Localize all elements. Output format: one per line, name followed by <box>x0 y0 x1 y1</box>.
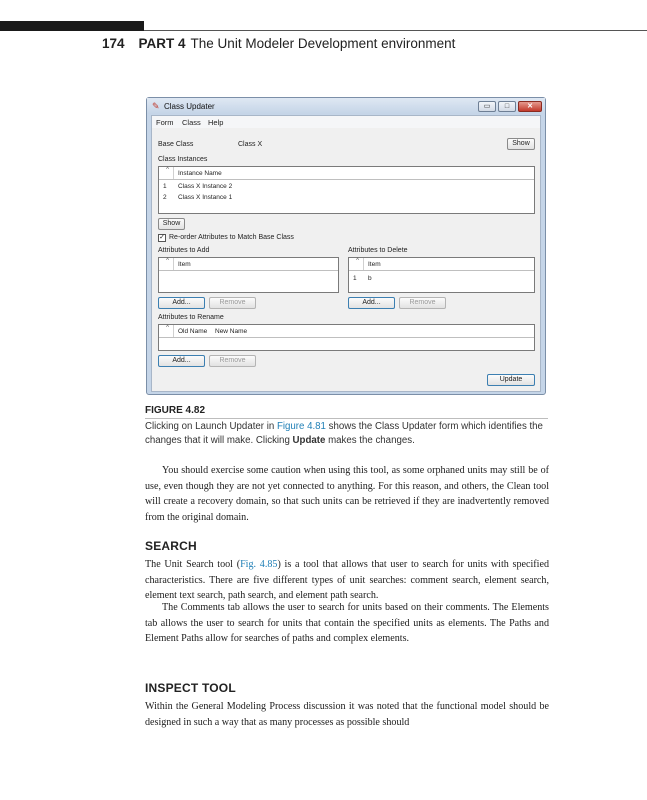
paragraph: You should exercise some caution when using this tool, as some orphaned units may still be of use, even though they are not yet connected to anything. For this reason, and others, the Clean tool will create a recovery domain, so that such units can be retrieved if they are inadvertently removed from the original domain. <box>145 465 549 523</box>
attributes-delete-label: Attributes to Delete <box>348 247 408 254</box>
show-instances-button[interactable]: Show <box>158 218 185 230</box>
reorder-checkbox[interactable]: ✓ <box>159 234 165 241</box>
close-button[interactable]: ✕ <box>518 101 542 112</box>
reorder-label: Re-order Attributes to Match Base Class <box>169 234 294 241</box>
paragraph: The Comments tab allows the user to search for units based on their comments. The Elements tab allows the user to search for units that contain the specified units as elements. The Paths and Element Paths allow for searches of paths and complex elements. <box>145 602 549 644</box>
paragraph-text: The Unit Search tool ( <box>145 559 241 570</box>
column-instance-name[interactable]: Instance Name <box>178 170 222 177</box>
sort-icon: ^ <box>162 325 174 337</box>
part-label: PART 4 <box>138 36 186 51</box>
base-class-label: Base Class <box>158 141 194 148</box>
add-attribute-button[interactable]: Add... <box>158 297 205 309</box>
remove-rename-button[interactable]: Remove <box>209 355 256 367</box>
delete-item-cell[interactable]: b <box>368 275 372 282</box>
menu-form[interactable]: Form <box>156 118 174 127</box>
column-item[interactable]: Item <box>178 261 191 268</box>
add-delete-attribute-button[interactable]: Add... <box>348 297 395 309</box>
caption-bold: Update <box>292 435 326 446</box>
caption-text: makes the changes. <box>325 435 415 446</box>
instance-cell[interactable]: Class X Instance 1 <box>178 194 233 201</box>
paragraph: Within the General Modeling Process discussion it was noted that the functional model should be designed in such a way that as many processes as possible should <box>145 701 549 728</box>
remove-delete-attribute-button[interactable]: Remove <box>399 297 446 309</box>
column-item[interactable]: Item <box>368 261 381 268</box>
figure-link[interactable]: Fig. 4.85 <box>240 559 278 570</box>
figure-caption <box>145 420 550 448</box>
grid-header <box>159 167 534 180</box>
title-bar <box>147 98 545 114</box>
class-instances-grid[interactable] <box>158 166 535 214</box>
menu-help[interactable]: Help <box>208 118 224 127</box>
sort-icon: ^ <box>352 258 364 270</box>
paragraph <box>145 557 549 604</box>
section-heading-inspect-tool: INSPECT TOOL <box>145 681 236 695</box>
add-rename-button[interactable]: Add... <box>158 355 205 367</box>
remove-attribute-button[interactable]: Remove <box>209 297 256 309</box>
update-button[interactable]: Update <box>487 374 535 386</box>
menu-bar <box>152 116 540 128</box>
grid-header <box>159 258 338 271</box>
column-old-name[interactable]: Old Name <box>178 328 208 335</box>
minimize-button[interactable]: ▭ <box>478 101 496 112</box>
show-base-class-button[interactable]: Show <box>507 138 535 150</box>
header-bar <box>0 21 144 31</box>
instance-cell[interactable]: Class X Instance 2 <box>178 183 233 190</box>
attributes-add-label: Attributes to Add <box>158 247 210 254</box>
form-body <box>151 115 541 392</box>
class-instances-label: Class Instances <box>158 156 208 163</box>
column-new-name[interactable]: New Name <box>215 328 248 335</box>
row-number: 2 <box>163 194 167 201</box>
class-updater-window <box>146 97 546 395</box>
attributes-delete-grid[interactable] <box>348 257 535 293</box>
paragraph-text: ) is a tool that allows that user to search for units with specified characteristics. There are five different types of unit searches: comment search, element search, element text search, path search, and element path search. <box>145 559 549 601</box>
window-title: Class Updater <box>164 102 215 111</box>
attributes-add-grid[interactable] <box>158 257 339 293</box>
caption-text: shows the Class Updater form which identifies the changes that it will make. Clicking <box>145 421 543 446</box>
running-header <box>102 36 455 51</box>
page-number: 174 <box>102 36 125 51</box>
base-class-value: Class X <box>238 141 263 148</box>
section-heading-search: SEARCH <box>145 539 197 553</box>
attributes-rename-label: Attributes to Rename <box>158 314 224 321</box>
sort-icon: ^ <box>162 258 174 270</box>
part-title: The Unit Modeler Development environment <box>190 36 456 51</box>
figure-label: FIGURE 4.82 <box>145 405 206 416</box>
app-icon: ✎ <box>152 101 160 111</box>
grid-header <box>159 325 534 338</box>
figure-rule <box>145 418 548 419</box>
menu-class[interactable]: Class <box>182 118 201 127</box>
caption-text: Clicking on Launch Updater in <box>145 421 277 432</box>
header-rule <box>144 30 647 31</box>
row-number: 1 <box>163 183 167 190</box>
sort-icon: ^ <box>162 167 174 179</box>
grid-header <box>349 258 534 271</box>
figure-link[interactable]: Figure 4.81 <box>276 421 326 432</box>
maximize-button[interactable]: □ <box>498 101 516 112</box>
attributes-rename-grid[interactable] <box>158 324 535 351</box>
row-number: 1 <box>353 275 357 282</box>
